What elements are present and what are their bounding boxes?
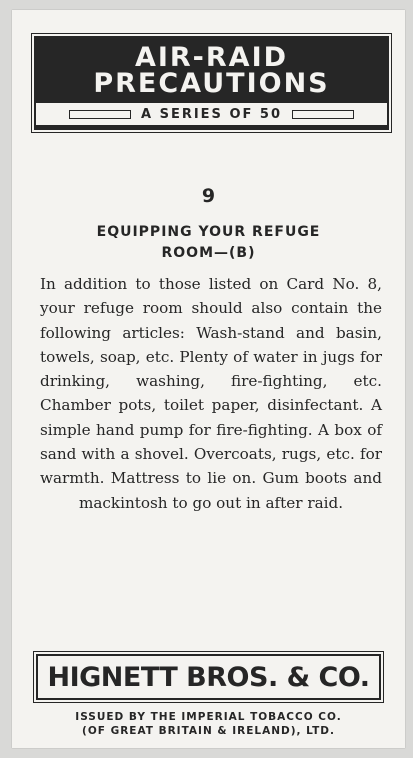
card-header bbox=[34, 36, 389, 130]
cigarette-card bbox=[12, 10, 405, 748]
card-number: 9 bbox=[201, 185, 216, 207]
card-heading-line2: ROOM—(B) bbox=[161, 245, 256, 261]
series-label: A SERIES OF 50 bbox=[141, 106, 282, 122]
card-body-text: In addition to those listed on Card No. 8, your refuge room should also contain the following articles: Wash-stand and basin, towels, soap, etc. Plenty of water in jugs for drinking, washing, fire-fighting, etc. Chamber pots, toilet paper, disinfectant. A simple hand pump for fire-fighting. A box of sand with a shovel. Overcoats, rugs, etc. for warmth. Mattress to lie on. Gum boots and mackintosh to go out in after raid. bbox=[40, 275, 382, 512]
series-bar-left bbox=[69, 110, 131, 119]
issued-by bbox=[12, 710, 405, 738]
header-title-line1: AIR-RAID bbox=[134, 42, 289, 73]
series-banner bbox=[36, 103, 387, 125]
issued-line2: (OF GREAT BRITAIN & IRELAND), LTD. bbox=[82, 725, 335, 737]
issued-line1: ISSUED BY THE IMPERIAL TOBACCO CO. bbox=[75, 711, 342, 723]
header-title-line2: PRECAUTIONS bbox=[93, 68, 330, 99]
series-bar-right bbox=[292, 110, 354, 119]
header-title bbox=[36, 42, 387, 99]
publisher-box bbox=[36, 654, 381, 700]
card-heading-line1: EQUIPPING YOUR REFUGE bbox=[96, 224, 321, 240]
publisher-name: HIGNETT BROS. & CO. bbox=[47, 661, 370, 693]
card-heading bbox=[32, 222, 385, 264]
